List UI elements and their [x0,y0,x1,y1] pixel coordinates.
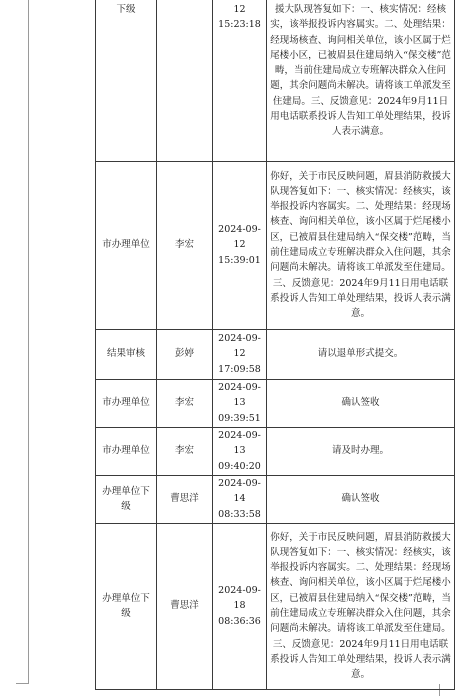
unit-cell: 结果审核 [96,329,157,379]
table-row [96,427,455,475]
content-cell: 请以退单形式提交。 [267,329,455,379]
table-row [96,523,455,689]
content-cell: 确认签收 [267,379,455,427]
time-cell: 2024-09- 13 09:40:20 [213,427,267,475]
process-records-table [95,0,455,690]
person-cell: 彭婷 [157,329,213,379]
person-cell: 曹思洋 [157,475,213,523]
time-cell: 12 15:23:18 [213,0,267,161]
content-cell: 援大队现答复如下：一、核实情况：经核实，该举报投诉内容属实。二、处理结果：经现场核查、询问相关单位，该小区属于烂尾楼小区，已被眉县住建局纳入“保交楼”范畴，当前住建局成立专班解决群众入住问题，其余问题尚未解决。请将该工单派发至住建局。三、反馈意见：2024年9月11日用电话联系投诉人告知工单处理结果，投诉人表示满意。 [267,0,455,161]
unit-cell: 办理单位下级 [96,475,157,523]
unit-cell: 市办理单位 [96,161,157,329]
unit-cell: 市办理单位 [96,379,157,427]
person-cell: 李宏 [157,161,213,329]
unit-cell: 市办理单位 [96,427,157,475]
person-cell: 李宏 [157,379,213,427]
crop-mark-bottom [16,683,28,684]
unit-cell: 办理单位下级 [96,523,157,689]
table-row [96,379,455,427]
unit-cell: 下级 [96,0,157,161]
content-cell: 请及时办理。 [267,427,455,475]
content-cell: 你好，关于市民反映问题，眉县消防救援大队现答复如下：一、核实情况：经核实，该举报投诉内容属实。二、处理结果：经现场核查、询问相关单位，该小区属于烂尾楼小区，已被眉县住建局纳入“保交楼”范畴，当前住建局成立专班解决群众入住问题，其余问题尚未解决。请将该工单派发至住建局。三、反馈意见：2024年9月11日用电话联系投诉人告知工单处理结果，投诉人表示满意。 [267,161,455,329]
time-cell: 2024-09- 12 15:39:01 [213,161,267,329]
time-cell: 2024-09- 13 09:39:51 [213,379,267,427]
content-cell: 你好，关于市民反映问题，眉县消防救援大队现答复如下：一、核实情况：经核实，该举报投诉内容属实。二、处理结果：经现场核查、询问相关单位，该小区属于烂尾楼小区，已被眉县住建局纳入“保交楼”范畴，当前住建局成立专班解决群众入住问题，其余问题尚未解决。请将该工单派发至住建局。三、反馈意见：2024年9月11日用电话联系投诉人告知工单处理结果，投诉人表示满意。 [267,523,455,689]
table-row [96,161,455,329]
person-cell: 曹思洋 [157,523,213,689]
time-cell: 2024-09- 12 17:09:58 [213,329,267,379]
person-cell [157,0,213,161]
table-row [96,475,455,523]
table-row [96,329,455,379]
crop-mark-left [28,0,29,684]
table-row [96,0,455,161]
person-cell: 李宏 [157,427,213,475]
time-cell: 2024-09- 18 08:36:36 [213,523,267,689]
time-cell: 2024-09- 14 08:33:58 [213,475,267,523]
content-cell: 确认签收 [267,475,455,523]
